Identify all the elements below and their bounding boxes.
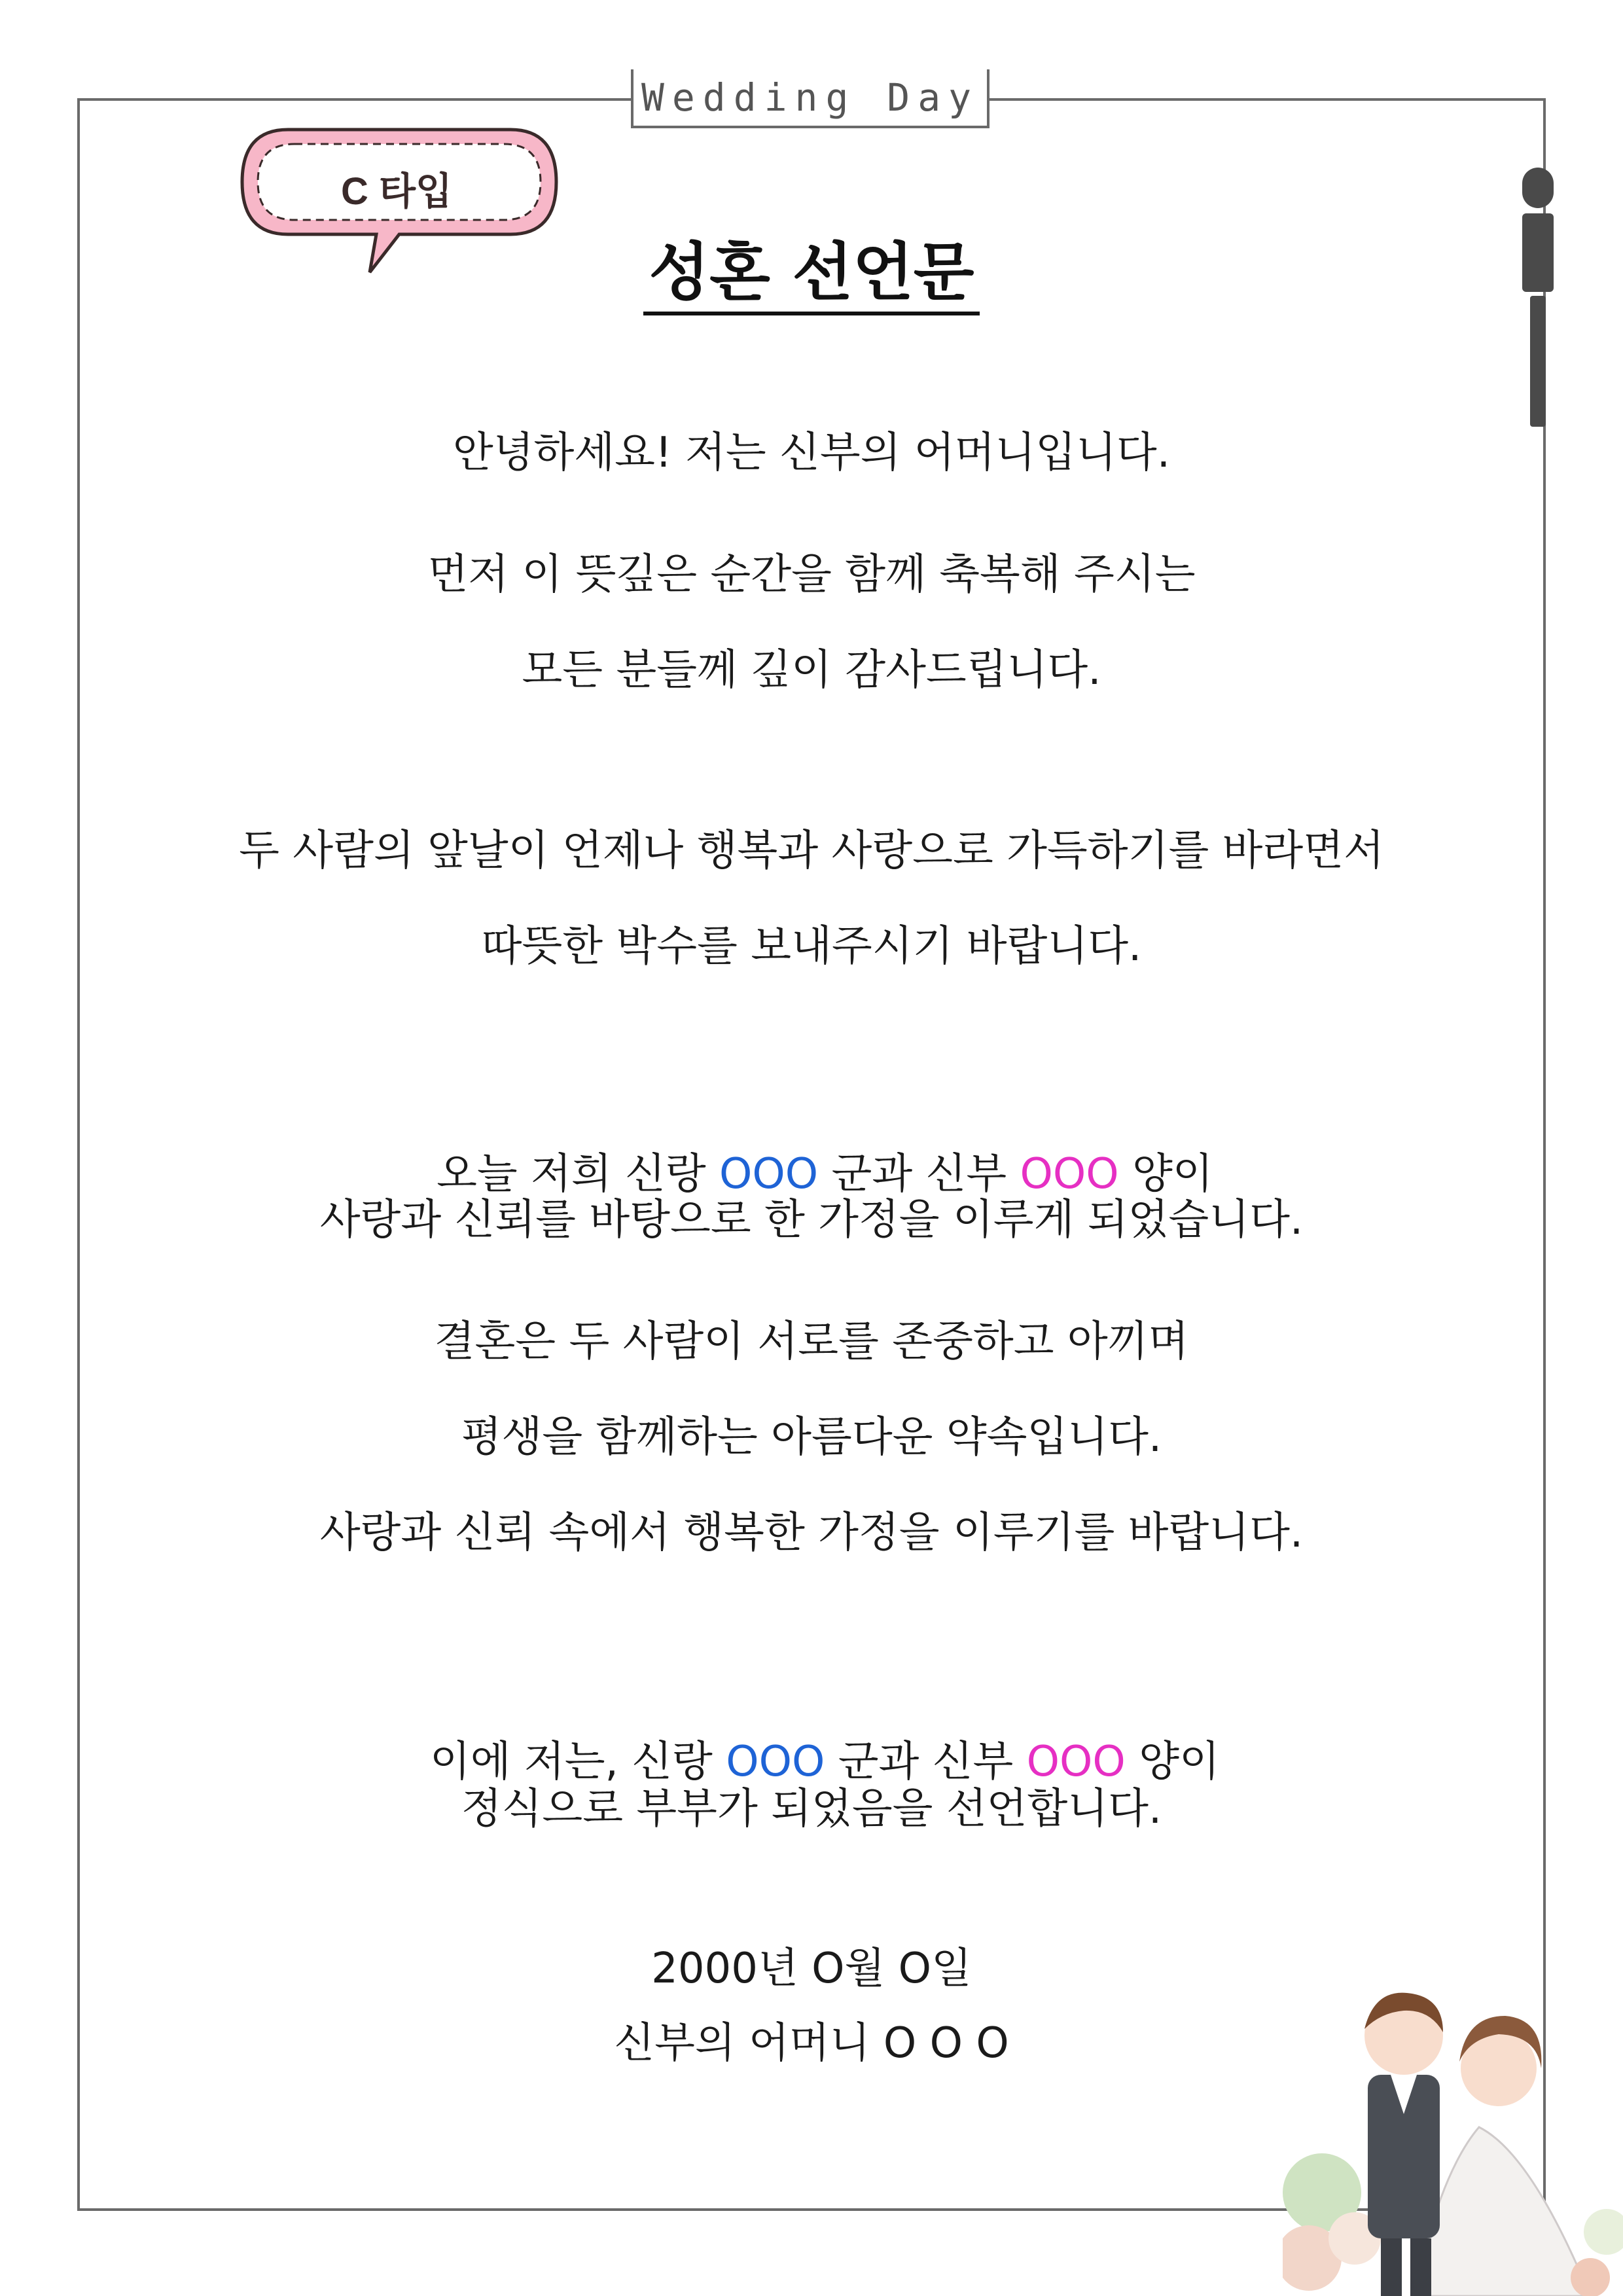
bride-groom-illustration-icon bbox=[1283, 1957, 1623, 2296]
m2b-logo-icon bbox=[1517, 165, 1559, 433]
footer-date: 2000년 O월 O일 bbox=[651, 1945, 972, 1993]
body-line-10: 사랑과 신뢰 속에서 행복한 가정을 이루기를 바랍니다. bbox=[319, 1509, 1304, 1557]
footer-signature: 신부의 어머니 O O O bbox=[614, 2019, 1009, 2068]
page-title bbox=[0, 223, 1623, 312]
type-badge-label: C 타입 bbox=[340, 170, 453, 213]
body-line-4: 두 사람의 앞날이 언제나 행복과 사랑으로 가득하기를 바라면서 bbox=[239, 827, 1384, 875]
body-line-7: 사랑과 신뢰를 바탕으로 한 가정을 이루게 되었습니다. bbox=[319, 1196, 1304, 1244]
body-line-11 bbox=[0, 1679, 1623, 1788]
body-line-11-a: 이에 저는, 신랑 bbox=[429, 1738, 726, 1786]
body-line-11-c: 양이 bbox=[1125, 1738, 1220, 1786]
header-tab bbox=[631, 69, 990, 128]
body-line-1: 안녕하세요! 저는 신부의 어머니입니다. bbox=[452, 429, 1171, 477]
body-line-5: 따뜻한 박수를 보내주시기 바랍니다. bbox=[481, 922, 1142, 971]
body-line-6 bbox=[0, 1092, 1623, 1200]
body-line-6-a: 오늘 저희 신랑 bbox=[437, 1150, 720, 1198]
bride-name-placeholder: OOO bbox=[1026, 1738, 1126, 1786]
page-title-text: 성혼 선언문 bbox=[643, 236, 979, 315]
bride-name-placeholder: OOO bbox=[1020, 1150, 1119, 1198]
body-line-6-c: 양이 bbox=[1118, 1150, 1213, 1198]
groom-name-placeholder: OOO bbox=[726, 1738, 825, 1786]
header-tab-label: Wedding Day bbox=[641, 75, 980, 120]
body-line-12: 정식으로 부부가 되었음을 선언합니다. bbox=[461, 1785, 1162, 1833]
body-line-9: 평생을 함께하는 아름다운 약속입니다. bbox=[461, 1413, 1162, 1462]
groom-name-placeholder: OOO bbox=[719, 1150, 819, 1198]
body-line-2: 먼저 이 뜻깊은 순간을 함께 축복해 주시는 bbox=[427, 550, 1196, 599]
body-line-3: 모든 분들께 깊이 감사드립니다. bbox=[522, 646, 1101, 694]
body-line-8: 결혼은 두 사람이 서로를 존중하고 아끼며 bbox=[434, 1318, 1189, 1366]
body-line-11-b: 군과 신부 bbox=[825, 1738, 1027, 1786]
body-line-6-b: 군과 신부 bbox=[818, 1150, 1020, 1198]
